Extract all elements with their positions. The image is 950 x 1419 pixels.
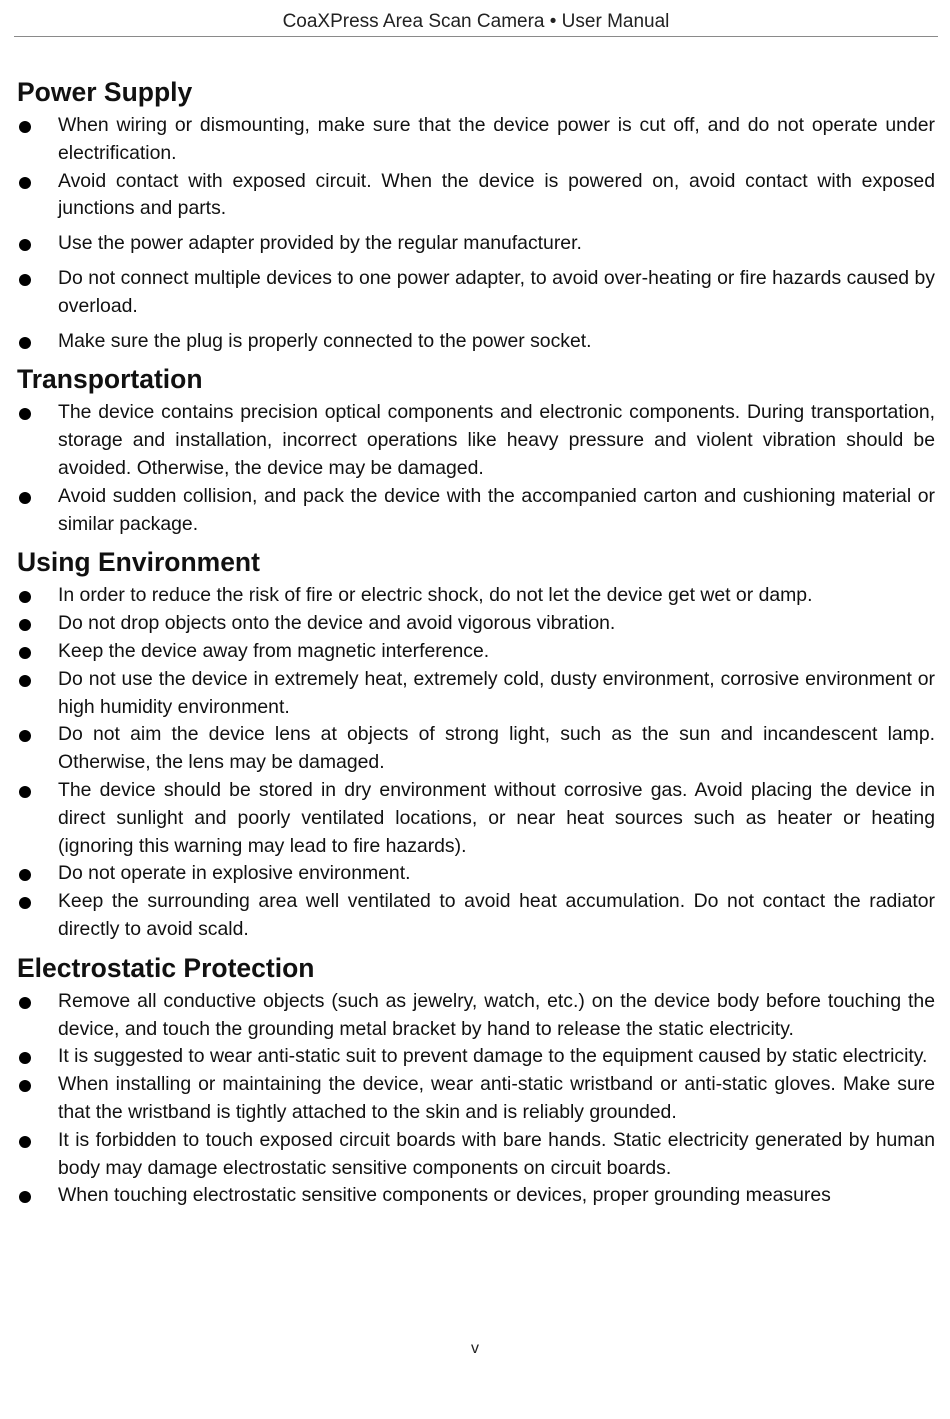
list-item: [17, 666, 935, 722]
list-item-text: It is suggested to wear anti-static suit to prevent damage to the equipment caused by static electricity.: [58, 1045, 928, 1068]
section-power-supply: [17, 72, 935, 355]
list-item: [17, 888, 935, 944]
bullet-list: [17, 988, 935, 1210]
list-item: [17, 168, 935, 224]
list-item: [17, 721, 935, 777]
list-item-text: Keep the surrounding area well ventilated to avoid heat accumulation. Do not contact the radiator directly to avoid scald.: [58, 890, 935, 940]
bullet-icon: [19, 675, 31, 687]
list-item: [17, 860, 935, 888]
section-title: Electrostatic Protection: [17, 952, 315, 983]
running-header: [14, 8, 938, 37]
list-item: [17, 230, 935, 258]
list-item: [17, 483, 935, 539]
bullet-icon: [19, 1080, 31, 1092]
list-item: [17, 1071, 935, 1127]
bullet-icon: [19, 337, 31, 349]
bullet-icon: [19, 997, 31, 1009]
bullet-icon: [19, 492, 31, 504]
bullet-icon: [19, 730, 31, 742]
list-item: [17, 988, 935, 1044]
bullet-icon: [19, 408, 31, 420]
page-content: [17, 72, 935, 1210]
list-item: [17, 582, 935, 610]
bullet-list: [17, 582, 935, 943]
bullet-icon: [19, 786, 31, 798]
list-item: [17, 610, 935, 638]
list-item: [17, 1127, 935, 1183]
list-item: [17, 777, 935, 860]
list-item: [17, 399, 935, 482]
list-item-text: The device should be stored in dry environment without corrosive gas. Avoid placing the device in direct sunlight and poorly ventilated locations, or near heat sources such as heater or heating (ignoring this warning may lead to fire hazards).: [58, 778, 935, 857]
document-title: CoaXPress Area Scan Camera • User Manual: [282, 11, 670, 32]
bullet-icon: [19, 897, 31, 909]
list-item-text: Do not connect multiple devices to one power adapter, to avoid over-heating or fire hazards caused by overload.: [58, 266, 935, 317]
section-electrostatic-protection: [17, 948, 935, 1210]
bullet-icon: [19, 121, 31, 133]
list-item-text: Avoid contact with exposed circuit. When the device is powered on, avoid contact with exposed junctions and parts.: [58, 169, 935, 220]
section-title: Power Supply: [17, 77, 193, 107]
bullet-icon: [19, 1136, 31, 1148]
list-item-text: Use the power adapter provided by the regular manufacturer.: [58, 232, 582, 255]
section-transportation: [17, 359, 935, 538]
list-item: [17, 112, 935, 168]
list-item-text: When wiring or dismounting, make sure that the device power is cut off, and do not operate under electrification.: [58, 114, 935, 164]
bullet-list: [17, 399, 935, 538]
bullet-icon: [19, 869, 31, 881]
list-item-text: Do not operate in explosive environment.: [58, 862, 411, 885]
bullet-list: [17, 112, 935, 355]
section-title: Transportation: [17, 364, 203, 395]
list-item-text: When installing or maintaining the device, wear anti-static wristband or anti-static gloves. Make sure that the wristband is tightly attached to the skin and is reliably grounded.: [58, 1073, 935, 1123]
bullet-icon: [19, 239, 31, 251]
bullet-icon: [19, 177, 31, 189]
list-item-text: Do not aim the device lens at objects of strong light, such as the sun and incandescent lamp. Otherwise, the lens may be damaged.: [58, 723, 935, 774]
list-item-text: The device contains precision optical components and electronic components. During transportation, storage and installation, incorrect operations like heavy pressure and violent vibration should be avoided. Otherwise, the device may be damaged.: [58, 401, 935, 479]
list-item: [17, 1182, 935, 1210]
section-title: Using Environment: [17, 547, 260, 578]
list-item-text: Avoid sudden collision, and pack the device with the accompanied carton and cushioning material or similar package.: [58, 484, 935, 535]
list-item-text: When touching electrostatic sensitive components or devices, proper grounding measures: [58, 1184, 831, 1207]
bullet-icon: [19, 1052, 31, 1064]
list-item-text: Do not drop objects onto the device and avoid vigorous vibration.: [58, 612, 616, 635]
list-item: [17, 265, 935, 321]
bullet-icon: [19, 274, 31, 286]
page-number: v: [471, 1340, 479, 1357]
list-item-text: Keep the device away from magnetic interference.: [58, 639, 490, 662]
bullet-icon: [19, 619, 31, 631]
section-using-environment: [17, 542, 935, 943]
list-item-text: In order to reduce the risk of fire or electric shock, do not let the device get wet or damp.: [58, 584, 813, 607]
list-item: [17, 328, 935, 356]
list-item-text: Do not use the device in extremely heat, extremely cold, dusty environment, corrosive environment or high humidity environment.: [58, 667, 935, 718]
bullet-icon: [19, 1191, 31, 1203]
list-item-text: It is forbidden to touch exposed circuit boards with bare hands. Static electricity generated by human body may damage electrostatic sensitive components on circuit boards.: [58, 1128, 935, 1179]
list-item: [17, 1043, 935, 1071]
list-item: [17, 638, 935, 666]
list-item-text: Make sure the plug is properly connected to the power socket.: [58, 329, 592, 352]
bullet-icon: [19, 591, 31, 603]
bullet-icon: [19, 647, 31, 659]
list-item-text: Remove all conductive objects (such as jewelry, watch, etc.) on the device body before touching the device, and touch the grounding metal bracket by hand to release the static electricity.: [58, 989, 935, 1040]
